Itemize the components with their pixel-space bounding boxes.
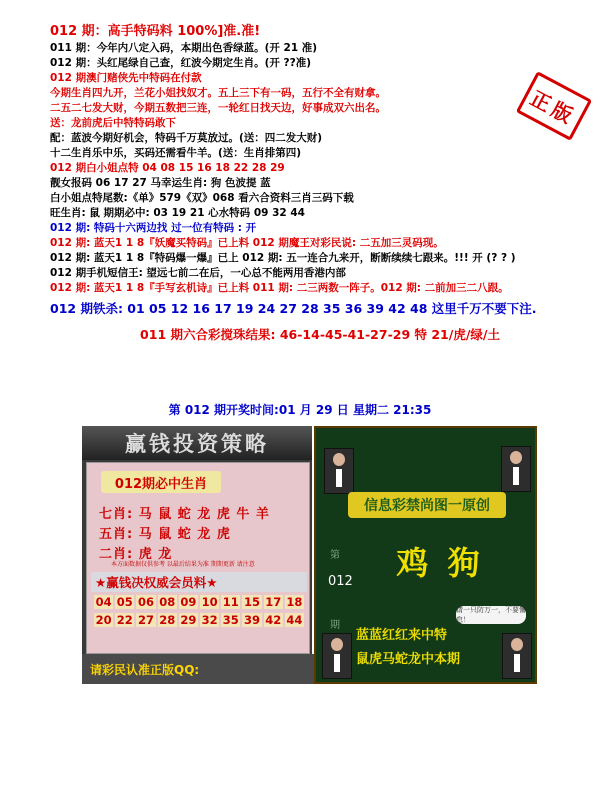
banner-right-title: 信息彩禁尚图一原创: [348, 492, 506, 518]
speech-note: 请一只防万一，不要懈怠！: [456, 606, 526, 624]
portrait-image: [501, 446, 531, 492]
grid-number: 35: [222, 613, 239, 627]
banner-right-panel: [314, 426, 537, 684]
line-1: 012 期：头红尾绿自己查，红波今期定生肖。(开 ??准): [50, 57, 312, 69]
issue-number: 012: [328, 574, 353, 589]
portrait-image: [502, 633, 532, 679]
grid-number: 18: [286, 595, 303, 609]
page-title: 012 期：高手特码料 100%]准.准!: [50, 24, 261, 39]
line-8: 012 期白小姐点特 04 08 15 16 18 22 28 29: [50, 162, 285, 174]
line-2: 012 期澳门赌侠先中特码在付款: [50, 72, 202, 84]
authority-label: ★赢钱决权威会员料★: [91, 572, 307, 592]
line-12: 012 期: 特码十六两边找 过一位有特码 : 开: [50, 222, 257, 234]
grid-number: 20: [95, 613, 112, 627]
grid-number: 05: [116, 595, 133, 609]
grid-number: 04: [95, 595, 112, 609]
grid-number: 09: [180, 595, 197, 609]
line-5: 送：龙前虎后中特特码敢下: [50, 117, 176, 129]
number-grid: [93, 595, 305, 627]
grid-number: 11: [222, 595, 239, 609]
line-7: 十二生肖乐中乐，买码还需看牛羊。(送：生肖排第四): [50, 147, 302, 159]
line-11: 旺生肖: 鼠 期期必中: 03 19 21 心水特码 09 32 44: [50, 207, 305, 219]
grid-number: 32: [201, 613, 218, 627]
line-10: 白小姐点特尾数:《单》579《双》068 看六合资料三肖三码下载: [50, 192, 354, 204]
grid-number: 29: [180, 613, 197, 627]
grid-number: 10: [201, 595, 218, 609]
banner-left-header: 赢钱投资策略: [82, 426, 312, 460]
zodiac-pick: 鸡 狗: [396, 544, 484, 582]
zodiac-pick-title: 012期必中生肖: [101, 471, 221, 493]
kill-numbers-line: 012 期铁杀: 01 05 12 16 17 19 24 27 28 35 36 39 42 48 这里千万不要下注.: [50, 301, 537, 316]
grid-number: 42: [265, 613, 282, 627]
line-4: 二五二七发大财，今期五数把三连，一轮红日找天边，好事成双六出名。: [50, 102, 386, 114]
grid-number: 08: [159, 595, 176, 609]
grid-number: 39: [243, 613, 260, 627]
fine-print: 本方面数据仅供参考 以最后结果为准 期期更新 请注意: [111, 561, 255, 568]
line-3: 今期生肖四九开，兰花小姐找奴才。五上三下有一码，五行不全有财拿。: [50, 87, 386, 99]
issue-prefix: 第: [330, 550, 340, 561]
line-13: 012 期: 蓝天1 1 8『妖魔买特码』已上料 012 期魔王对彩民说: 二五加三灵码现。: [50, 237, 444, 249]
pick-row-seven: 七肖: 马 鼠 蛇 龙 虎 牛 羊: [99, 507, 270, 522]
qq-footer: 请彩民认准正版QQ:: [82, 654, 320, 684]
grid-number: 22: [116, 613, 133, 627]
content-lines: [50, 23, 590, 345]
poem-line-1: 蓝蓝红红来中特: [356, 628, 448, 643]
line-0: 011 期：今年内八定入码，本期出色香绿蓝。(开 21 准): [50, 42, 318, 54]
grid-number: 28: [159, 613, 176, 627]
draw-time-line: 第 012 期开奖时间:01 月 29 日 星期二 21:35: [168, 403, 432, 417]
grid-number: 06: [137, 595, 154, 609]
line-6: 配：蓝波今期好机会，特码千万莫放过。(送：四二发大财): [50, 132, 323, 144]
issue-suffix: 期: [330, 620, 340, 631]
pick-row-two: 二肖: 虎 龙: [99, 547, 173, 562]
grid-number: 17: [265, 595, 282, 609]
portrait-image: [324, 448, 354, 494]
promo-banner: [82, 426, 537, 684]
banner-left-panel: [82, 426, 312, 684]
draw-result-line: 011 期六合彩搅珠结果: 46-14-45-41-27-29 特 21/虎/绿/土: [140, 327, 500, 342]
grid-number: 27: [137, 613, 154, 627]
banner-left-body: [86, 462, 310, 654]
grid-number: 44: [286, 613, 303, 627]
poem-line-2: 鼠虎马蛇龙中本期: [356, 652, 461, 667]
line-14: 012 期: 蓝天1 1 8『特码爆一爆』已上 012 期: 五一连合九来开，断断续续七跟来。!!! 开 (? ? ): [50, 252, 516, 264]
line-16: 012 期: 蓝天1 1 8『手写玄机诗』已上料 011 期: 二三两数一阵子。012 期: 二前加三二八跟。: [50, 282, 509, 294]
grid-number: 15: [243, 595, 260, 609]
portrait-image: [322, 633, 352, 679]
line-9: 靓女报码 06 17 27 马幸运生肖: 狗 色波提 蓝: [50, 177, 271, 189]
pick-row-five: 五肖: 马 鼠 蛇 龙 虎: [99, 527, 231, 542]
authentic-stamp: 正版: [516, 71, 592, 141]
line-15: 012 期手机短信王: 望远七前二在后，一心总不能两用香港内部: [50, 267, 346, 279]
